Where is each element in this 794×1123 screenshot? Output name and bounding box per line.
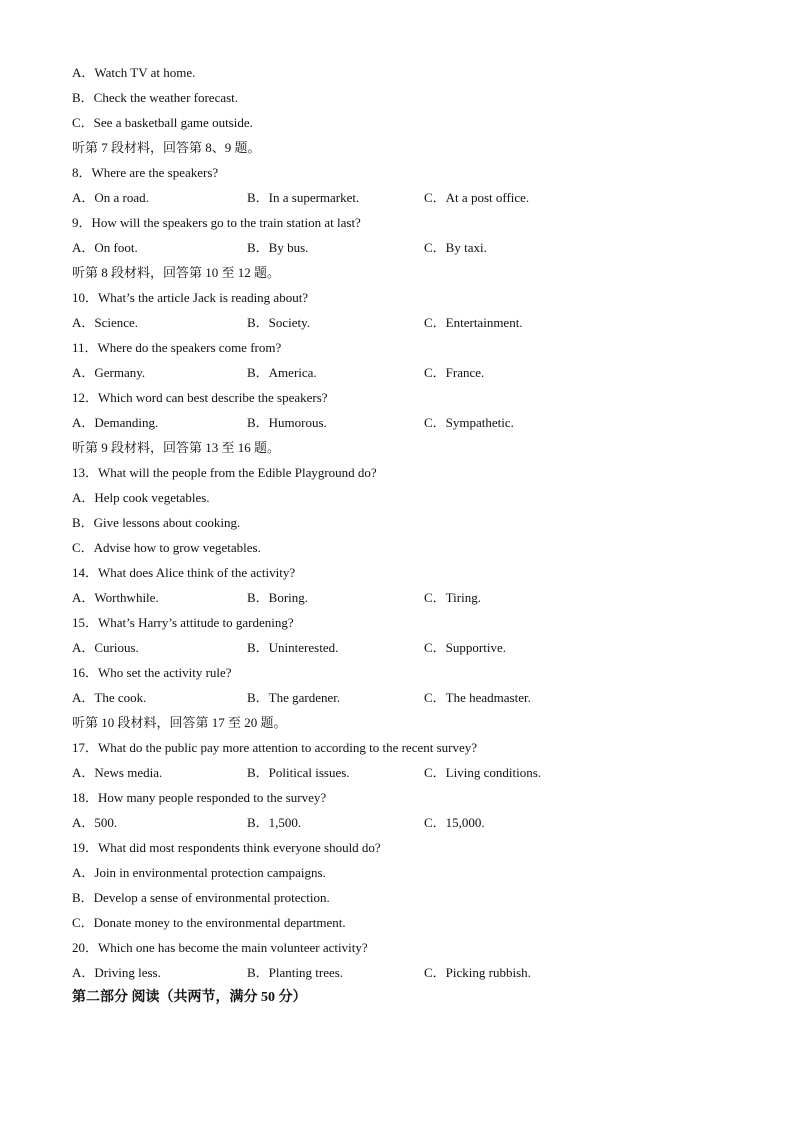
option-a: A．Driving less.: [72, 965, 161, 980]
option-c: C．France.: [424, 365, 485, 380]
question-text: 9．How will the speakers go to the train station at last?: [72, 215, 361, 230]
option-line: A．Join in environmental protection campaigns.: [72, 865, 326, 880]
question-text: 17．What do the public pay more attention to according to the recent survey?: [72, 740, 478, 755]
option-b: B．In a supermarket.: [247, 190, 360, 205]
option-b: B．America.: [247, 365, 317, 380]
option-line: C．See a basketball game outside.: [72, 115, 253, 130]
option-line: C．Advise how to grow vegetables.: [72, 540, 261, 555]
section-title: 第二部分 阅读（共两节，满分 50 分）: [72, 990, 307, 1005]
option-a: A．Science.: [72, 315, 139, 330]
option-b: B．Humorous.: [247, 415, 327, 430]
question-text: 11．Where do the speakers come from?: [72, 340, 282, 355]
option-b: B．Planting trees.: [247, 965, 344, 980]
option-a: A．The cook.: [72, 690, 147, 705]
question-text: 14．What does Alice think of the activity?: [72, 565, 296, 580]
option-b: B．1,500.: [247, 815, 302, 830]
question-text: 8．Where are the speakers?: [72, 165, 219, 180]
option-b: B．Boring.: [247, 590, 309, 605]
question-text: 15．What’s Harry’s attitude to gardening?: [72, 615, 294, 630]
option-c: C．Supportive.: [424, 640, 506, 655]
material-heading: 听第 9 段材料，回答第 13 至 16 题。: [72, 440, 281, 455]
option-line: B．Develop a sense of environmental protection.: [72, 890, 330, 905]
question-text: 10．What’s the article Jack is reading about?: [72, 290, 309, 305]
option-b: B．Society.: [247, 315, 311, 330]
option-a: A．Demanding.: [72, 415, 159, 430]
question-text: 18．How many people responded to the survey?: [72, 790, 327, 805]
question-text: 16．Who set the activity rule?: [72, 665, 232, 680]
option-a: A．On a road.: [72, 190, 149, 205]
option-c: C．Picking rubbish.: [424, 965, 531, 980]
material-heading: 听第 8 段材料，回答第 10 至 12 题。: [72, 265, 281, 280]
option-b: B．The gardener.: [247, 690, 341, 705]
option-c: C．At a post office.: [424, 190, 530, 205]
option-b: B．By bus.: [247, 240, 309, 255]
option-c: C．The headmaster.: [424, 690, 531, 705]
option-b: B．Political issues.: [247, 765, 350, 780]
question-text: 20．Which one has become the main volunteer activity?: [72, 940, 368, 955]
option-a: A．500.: [72, 815, 118, 830]
material-heading: 听第 7 段材料，回答第 8、9 题。: [72, 140, 261, 155]
option-line: A．Help cook vegetables.: [72, 490, 210, 505]
option-c: C．Entertainment.: [424, 315, 523, 330]
option-line: A．Watch TV at home.: [72, 65, 196, 80]
option-c: C．Tiring.: [424, 590, 481, 605]
option-b: B．Uninterested.: [247, 640, 339, 655]
option-a: A．On foot.: [72, 240, 138, 255]
option-line: C．Donate money to the environmental department.: [72, 915, 346, 930]
option-a: A．Worthwhile.: [72, 590, 159, 605]
question-text: 12．Which word can best describe the speakers?: [72, 390, 328, 405]
option-c: C．Sympathetic.: [424, 415, 514, 430]
option-line: B．Check the weather forecast.: [72, 90, 239, 105]
question-text: 19．What did most respondents think everyone should do?: [72, 840, 381, 855]
option-line: B．Give lessons about cooking.: [72, 515, 241, 530]
option-c: C．Living conditions.: [424, 765, 542, 780]
material-heading: 听第 10 段材料，回答第 17 至 20 题。: [72, 715, 287, 730]
question-text: 13．What will the people from the Edible Playground do?: [72, 465, 377, 480]
option-a: A．News media.: [72, 765, 163, 780]
option-c: C．By taxi.: [424, 240, 487, 255]
option-a: A．Germany.: [72, 365, 146, 380]
option-a: A．Curious.: [72, 640, 139, 655]
option-c: C．15,000.: [424, 815, 485, 830]
